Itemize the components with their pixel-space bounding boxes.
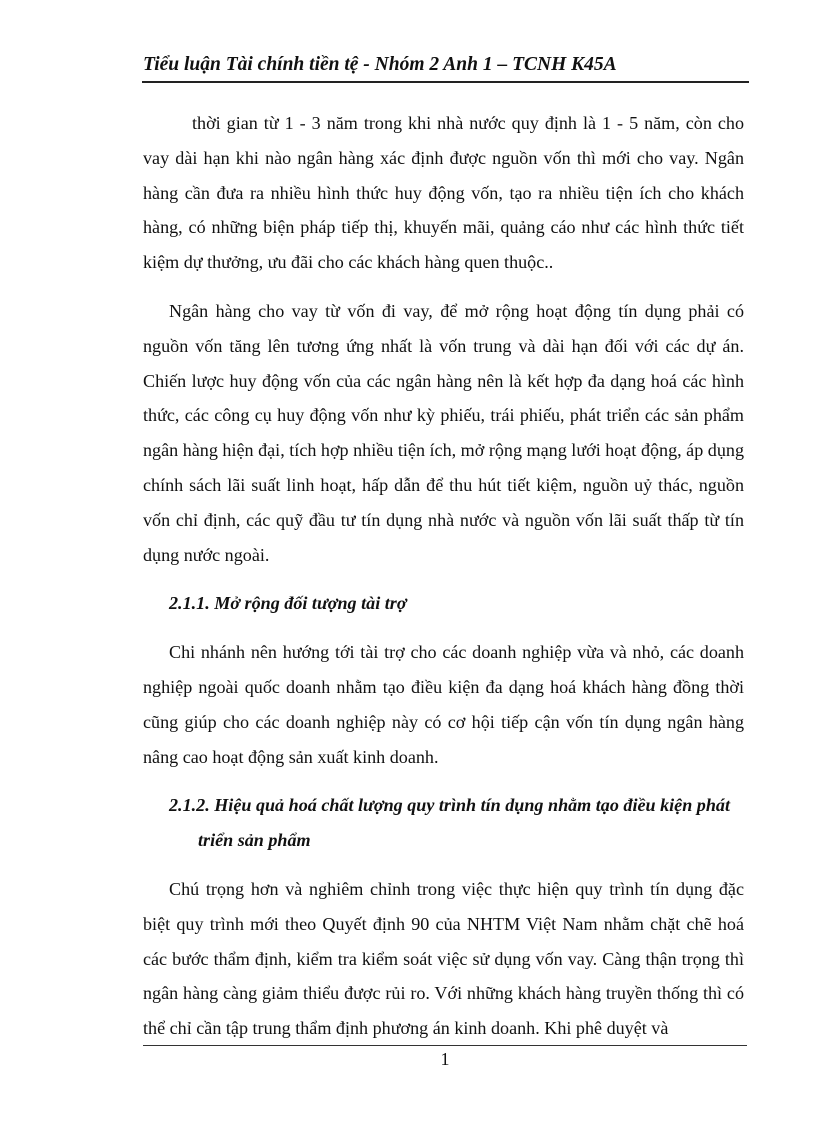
paragraph-gap: [143, 621, 744, 635]
paragraph-1: thời gian từ 1 - 3 năm trong khi nhà nước quy định là 1 - 5 năm, còn cho vay dài hạn khi nào ngân hàng xác định được nguồn vốn thì mới cho vay. Ngân hàng cần đưa ra nhiều hình thức huy động vốn, tạo ra nhiều tiện ích cho khách hàng, có những biện pháp tiếp thị, khuyến mãi, quảng cáo như các hình thức tiết kiệm dự thưởng, ưu đãi cho các khách hàng quen thuộc..: [143, 113, 744, 273]
paragraph-3: Chi nhánh nên hướng tới tài trợ cho các doanh nghiệp vừa và nhỏ, các doanh nghiệp ngoài quốc doanh nhằm tạo điều kiện đa dạng hoá khách hàng đồng thời cũng giúp cho các doanh nghiệp này có cơ hội tiếp cận vốn tín dụng ngân hàng nâng cao hoạt động sản xuất kinh doanh.: [143, 642, 744, 767]
paragraph-gap: [143, 774, 744, 788]
paragraph-2: Ngân hàng cho vay từ vốn đi vay, để mở rộng hoạt động tín dụng phải có nguồn vốn tăng lên tương ứng nhất là vốn trung và dài hạn đối với các dự án. Chiến lược huy động vốn của các ngân hàng nên là kết hợp đa dạng hoá các hình thức, các công cụ huy động vốn như kỳ phiếu, trái phiếu, phát triển các sản phẩm ngân hàng hiện đại, tích hợp nhiều tiện ích, mở rộng mạng lưới hoạt động, áp dụng chính sách lãi suất linh hoạt, hấp dẫn để thu hút tiết kiệm, nguồn uỷ thác, nguồn vốn chỉ định, các quỹ đầu tư tín dụng nhà nước và nguồn vốn lãi suất thấp từ tín dụng nước ngoài.: [143, 300, 744, 565]
header-title: Tiểu luận Tài chính tiền tệ - Nhóm 2 Anh 1 – TCNH K45A: [143, 54, 617, 75]
section-heading-2-1-2: 2.1.2. Hiệu quả hoá chất lượng quy trình tín dụng nhằm tạo điều kiện phát triển sản phẩm: [169, 795, 730, 851]
section-heading-2-1-1: 2.1.1. Mở rộng đối tượng tài trợ: [169, 593, 407, 614]
paragraph-gap: [143, 572, 744, 586]
page-number: 1: [440, 1049, 450, 1069]
footer-divider: [143, 1045, 747, 1046]
page-header: [142, 51, 749, 83]
paragraph-gap: [143, 280, 744, 294]
document-body: [143, 106, 744, 1046]
paragraph-gap: [143, 858, 744, 872]
paragraph-4: Chú trọng hơn và nghiêm chỉnh trong việc thực hiện quy trình tín dụng đặc biệt quy trình mới theo Quyết định 90 của NHTM Việt Nam nhằm chặt chẽ hoá các bước thẩm định, kiểm tra kiểm soát việc sử dụng vốn vay. Càng thận trọng thì ngân hàng càng giảm thiểu được rủi ro. Với những khách hàng truyền thống thì có thể chỉ cần tập trung thẩm định phương án kinh doanh. Khi phê duyệt và: [143, 878, 744, 1039]
